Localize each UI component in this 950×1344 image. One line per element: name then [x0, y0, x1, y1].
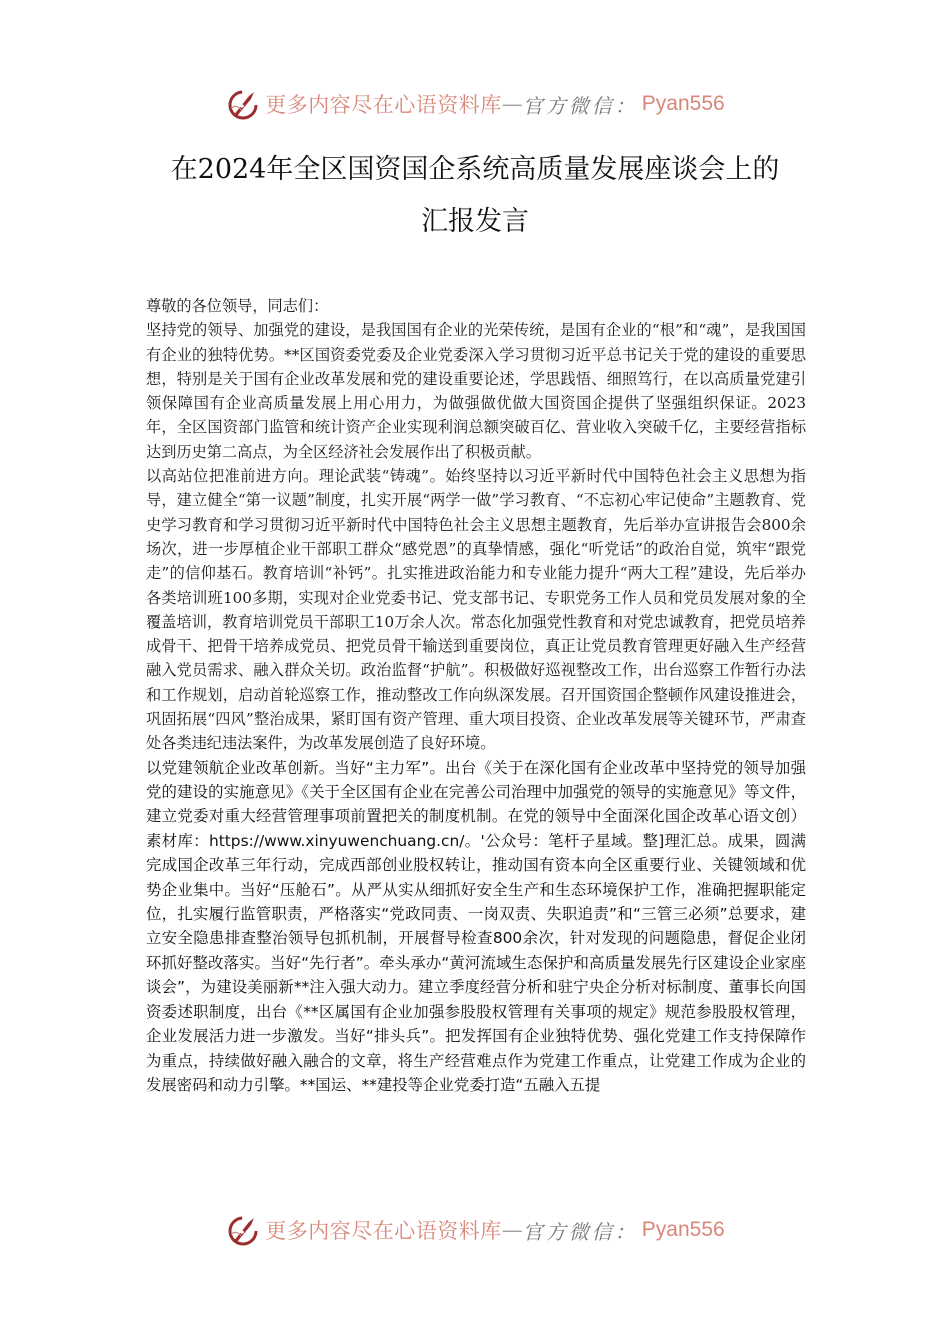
banner-main-text: 更多内容尽在心语资料库	[265, 1219, 502, 1243]
title-line-1: 在2024年全区国资国企系统高质量发展座谈会上的	[170, 154, 780, 185]
banner-dash: —	[501, 1218, 523, 1242]
salutation: 尊敬的各位领导，同志们：	[146, 297, 329, 315]
document-title	[130, 144, 820, 248]
quill-pen-logo-icon	[225, 1212, 261, 1248]
paragraph-3: 以党建领航企业改革创新。当好“主力军”。出台《关于在深化国有企业改革中坚持党的领导加强党的建设的实施意见》《关于全区国有企业在完善公司治理中加强党的领导的实施意见》等文件，建立党委对重大经营管理事项前置把关的制度机制。在党的领导中全面深化国企改革心语文创）素材库：https://www.xinyuwenchuang.cn/。'公众号：笔杆子星域。整]理汇总。成果，圆满完成国企改革三年行动，完成西部创业股权转让，推动国有资本向全区重要行业、关键领域和优势企业集中。当好“压舱石”。从严从实从细抓好安全生产和生态环境保护工作，准确把握职能定位，扎实履行监管职责，严格落实“党政同责、一岗双责、失职追责”和“三管三必须”总要求，建立安全隐患排查整治领导包抓机制，开展督导检查800余次，针对发现的问题隐患，督促企业闭环抓好整改落实。当好“先行者”。牵头承办“黄河流域生态保护和高质量发展先行区建设企业家座谈会”，为建设美丽新**注入强大动力。建立季度经营分析和驻宁央企分析对标制度、董事长向国资委述职制度，出台《**区属国有企业加强参股股权管理有关事项的规定》规范参股股权管理，企业发展活力进一步激发。当好“排头兵”。把发挥国有企业独特优势、强化党建工作支持保障作为重点，持续做好融入融合的文章，将生产经营难点作为党建工作重点，让党建工作成为企业的发展密码和动力引擎。**国运、**建投等企业党委打造“五融入五提	[146, 758, 806, 1094]
banner-content	[225, 1212, 724, 1248]
banner-wechat-label: 官方微信：	[522, 1219, 638, 1244]
banner-content	[225, 86, 724, 122]
banner-wechat-label: 官方微信：	[522, 93, 638, 118]
title-line-2: 汇报发言	[421, 206, 529, 237]
banner-wechat-id: Pyan556	[641, 92, 725, 115]
banner-dash: —	[501, 92, 523, 116]
bottom-watermark-banner	[0, 1210, 950, 1250]
paragraph-2: 以高站位把准前进方向。理论武装“铸魂”。始终坚持以习近平新时代中国特色社会主义思想为指导，建立健全“第一议题”制度，扎实开展“两学一做”学习教育、“不忘初心牢记使命”主题教育、党史学习教育和学习贯彻习近平新时代中国特色社会主义思想主题教育，先后举办宣讲报告会800余场次，进一步厚植企业干部职工群众“感党恩”的真挚情感，强化“听党话”的政治自觉，筑牢“跟党走”的信仰基石。教育培训“补钙”。扎实推进政治能力和专业能力提升“两大工程”建设，先后举办各类培训班100多期，实现对企业党委书记、党支部书记、专职党务工作人员和党员发展对象的全覆盖培训，教育培训党员干部职工10万余人次。常态化加强党性教育和对党忠诚教育，把党员培养成骨干、把骨干培养成党员、把党员骨干输送到重要岗位，真正让党员教育管理更好融入生产经营融入党员需求、融入群众关切。政治监督“护航”。积极做好巡视整改工作，出台巡察工作暂行办法和工作规划，启动首轮巡察工作，推动整改工作向纵深发展。召开国资国企整顿作风建设推进会，巩固拓展“四风”整治成果，紧盯国有资产管理、重大项目投资、企业改革发展等关键环节，严肃查处各类违纪违法案件，为改革发展创造了良好环境。	[146, 467, 806, 753]
quill-pen-logo-icon	[225, 86, 261, 122]
document-body	[146, 294, 806, 1097]
banner-wechat-id: Pyan556	[641, 1218, 725, 1241]
paragraph-1: 坚持党的领导、加强党的建设，是我国国有企业的光荣传统，是国有企业的“根”和“魂”，是我国国有企业的独特优势。**区国资委党委及企业党委深入学习贯彻习近平总书记关于党的建设的重要思想，特别是关于国有企业改革发展和党的建设重要论述，学思践悟、细照笃行，在以高质量党建引领保障国有企业高质量发展上用心用力，为做强做优做大国资国企提供了坚强组织保证。2023年，全区国资部门监管和统计资产企业实现利润总额突破百亿、营业收入突破千亿，主要经营指标达到历史第二高点，为全区经济社会发展作出了积极贡献。	[146, 321, 806, 461]
banner-main-text: 更多内容尽在心语资料库	[265, 93, 502, 117]
top-watermark-banner	[0, 84, 950, 124]
